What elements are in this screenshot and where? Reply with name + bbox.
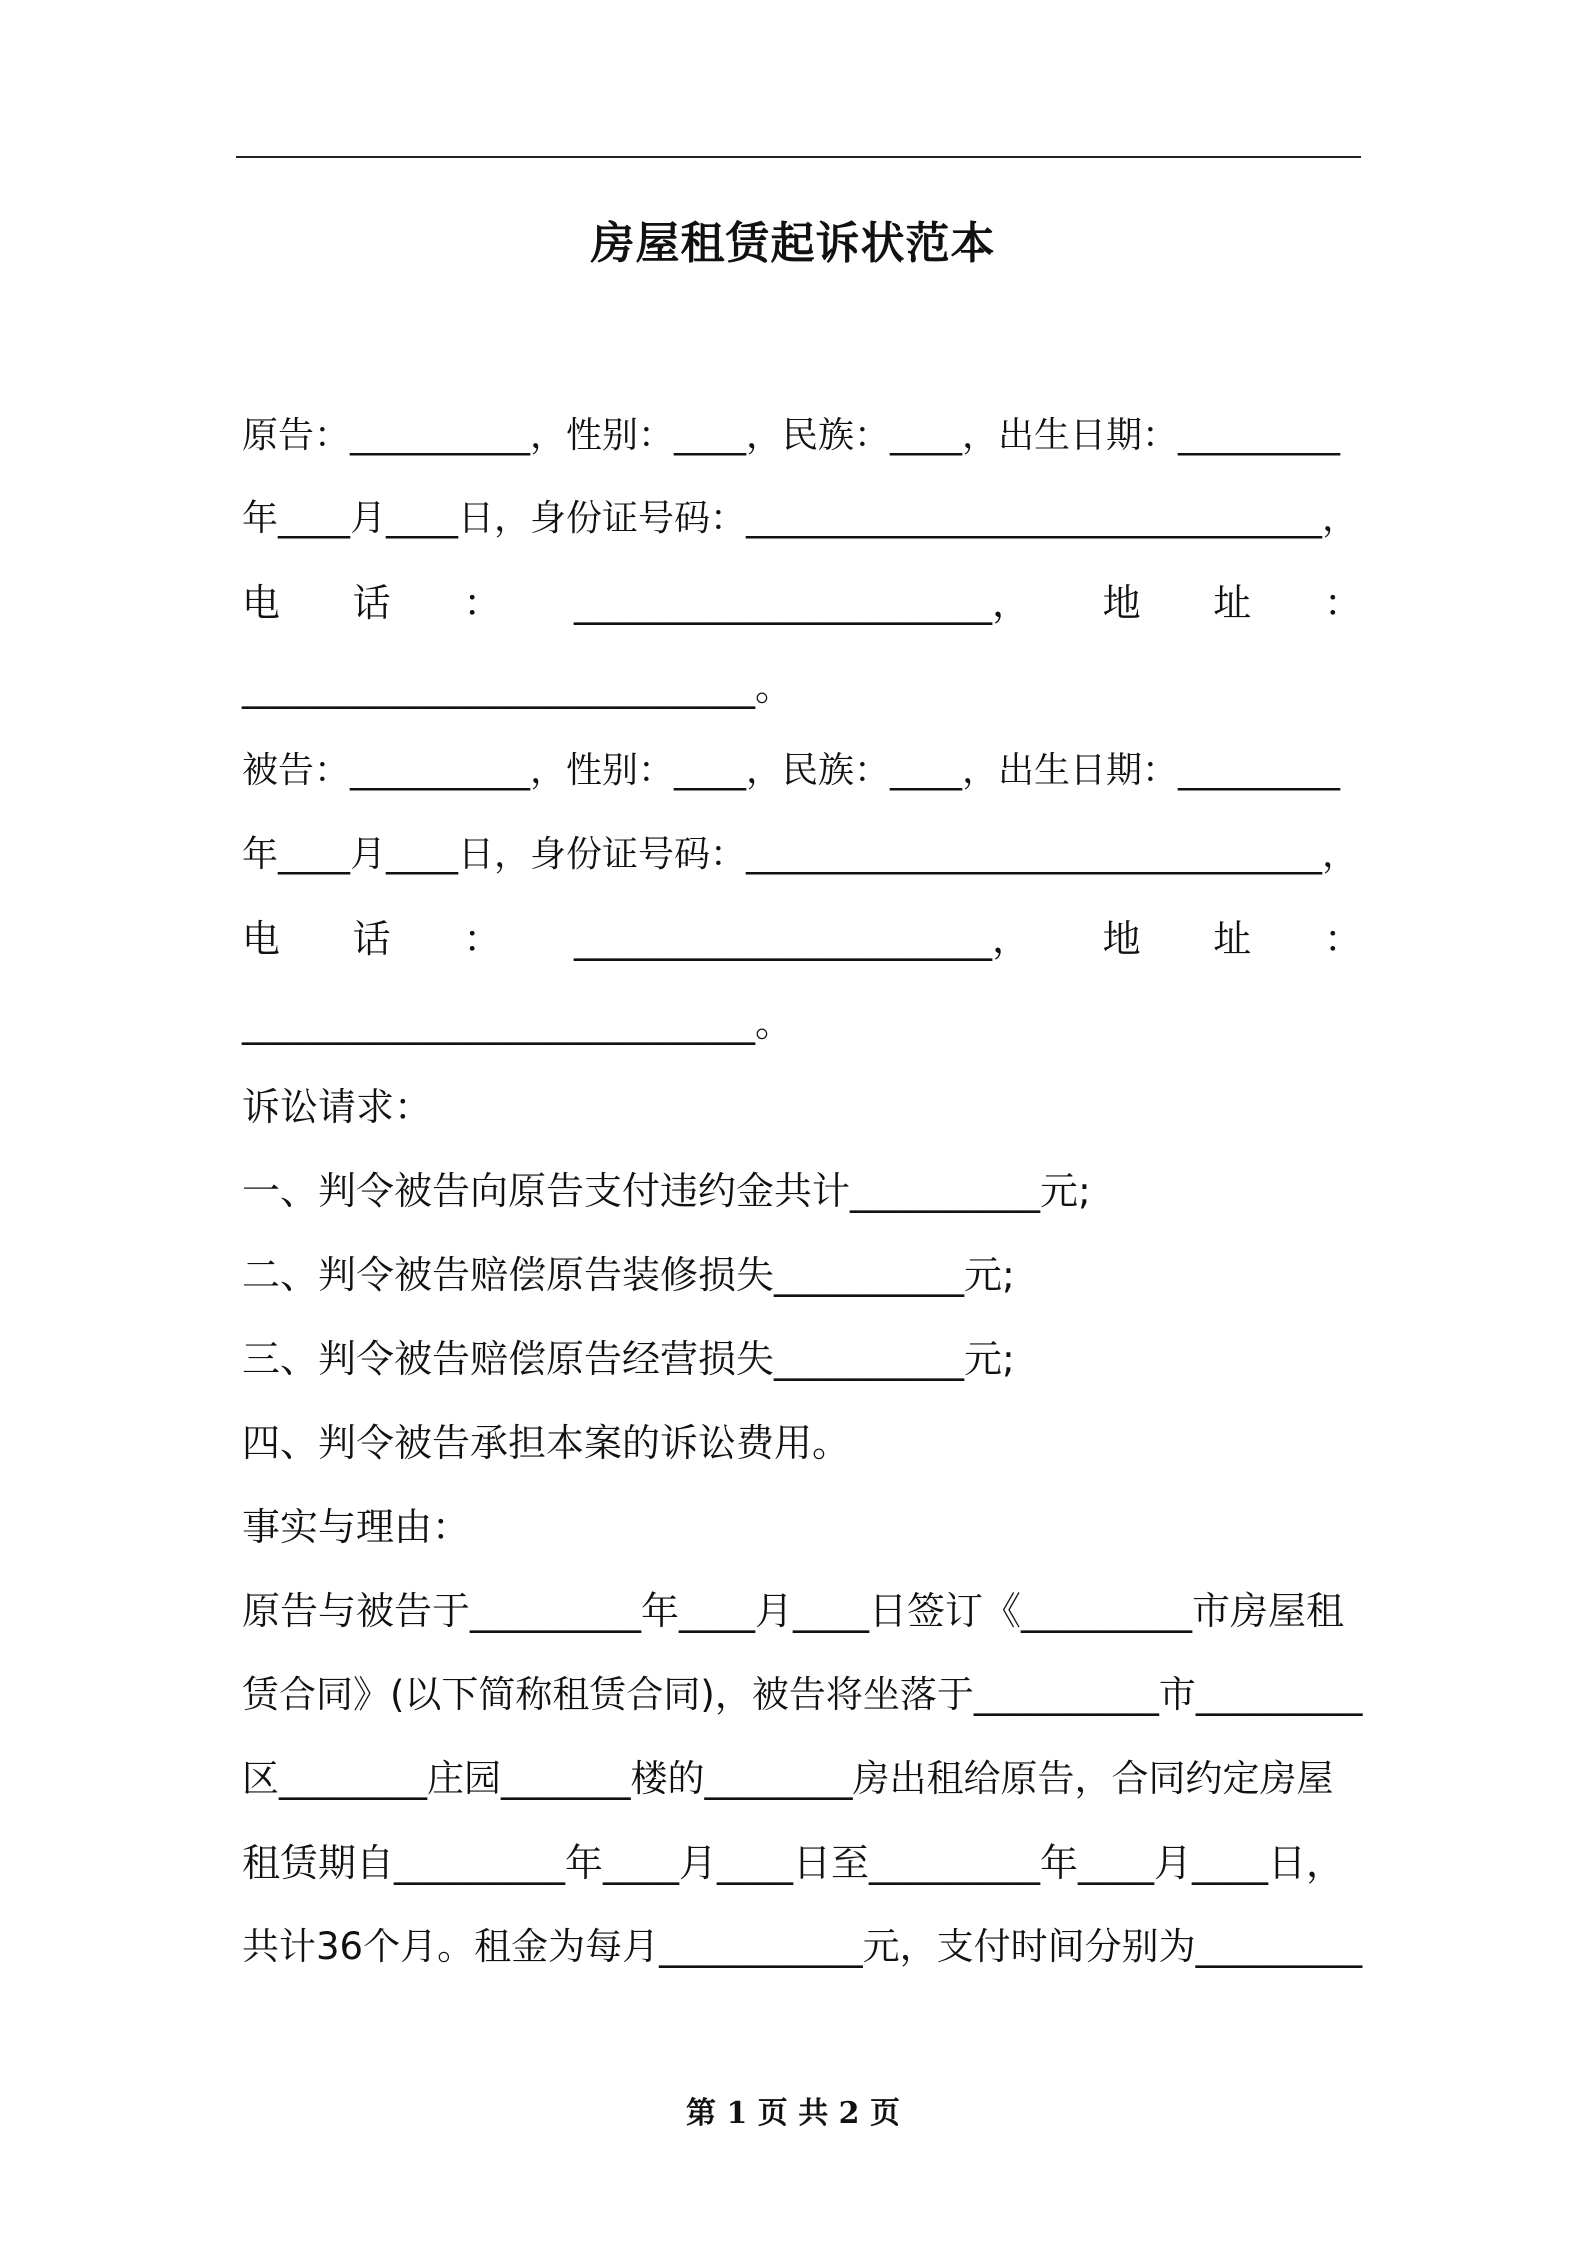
- defendant-line-2: 年____月____日，身份证号码：________________________________，: [242, 834, 1359, 875]
- facts-heading: 事实与理由：: [242, 1505, 471, 1549]
- plaintiff-phone-address-line: [242, 575, 1362, 631]
- phone-label-colon: ：: [463, 917, 502, 961]
- defendant-line-1: 被告：__________，性别：____，民族：____，出生日期：_________: [242, 750, 1341, 791]
- plaintiff-address-line: ___________________________。: [242, 665, 794, 709]
- phone-blank: ______________________，: [573, 581, 1030, 625]
- claim-item-1: 一、判令被告向原告支付违约金共计__________元;: [242, 1169, 1091, 1213]
- facts-line-3: 区________庄园_______楼的________房出租给原告，合同约定房屋: [242, 1757, 1334, 1800]
- phone-blank: ______________________，: [573, 917, 1030, 961]
- claim-item-3: 三、判令被告赔偿原告经营损失__________元;: [242, 1337, 1015, 1381]
- claim-item-2: 二、判令被告赔偿原告装修损失__________元;: [242, 1253, 1015, 1297]
- phone-label-colon: ：: [463, 581, 502, 625]
- plaintiff-line-1: 原告：__________，性别：____，民族：____，出生日期：_________: [242, 415, 1341, 456]
- phone-label-char-2: 话: [352, 917, 391, 961]
- address-label-char-2: 址: [1213, 917, 1252, 961]
- claim-item-4: 四、判令被告承担本案的诉讼费用。: [242, 1421, 851, 1465]
- defendant-address-line: ___________________________。: [242, 1001, 794, 1045]
- facts-line-5: 共计36个月。租金为每月___________元，支付时间分别为_________: [242, 1925, 1363, 1968]
- address-label-char-2: 址: [1213, 581, 1252, 625]
- phone-label-char-2: 话: [352, 581, 391, 625]
- page-number-footer: 第 1 页 共 2 页: [686, 2096, 900, 2131]
- phone-label-char-1: 电: [242, 917, 281, 961]
- document-title: 房屋租赁起诉状范本: [590, 218, 996, 269]
- plaintiff-line-2: 年____月____日，身份证号码：________________________________，: [242, 498, 1359, 539]
- defendant-phone-address-line: [242, 911, 1362, 967]
- phone-label-char-1: 电: [242, 581, 281, 625]
- facts-line-1: 原告与被告于_________年____月____日签订《_________市房屋租: [242, 1589, 1345, 1633]
- address-label-char-1: 地: [1102, 581, 1141, 625]
- address-label-char-1: 地: [1102, 917, 1141, 961]
- address-label-colon: ：: [1323, 917, 1362, 961]
- address-label-colon: ：: [1323, 581, 1362, 625]
- facts-line-2: 赁合同》(以下简称租赁合同)，被告将坐落于__________市_________: [242, 1673, 1363, 1716]
- claims-heading: 诉讼请求：: [242, 1085, 433, 1129]
- header-rule: [236, 156, 1361, 158]
- facts-line-4: 租赁期自_________年____月____日至_________年____月____日，: [242, 1841, 1345, 1885]
